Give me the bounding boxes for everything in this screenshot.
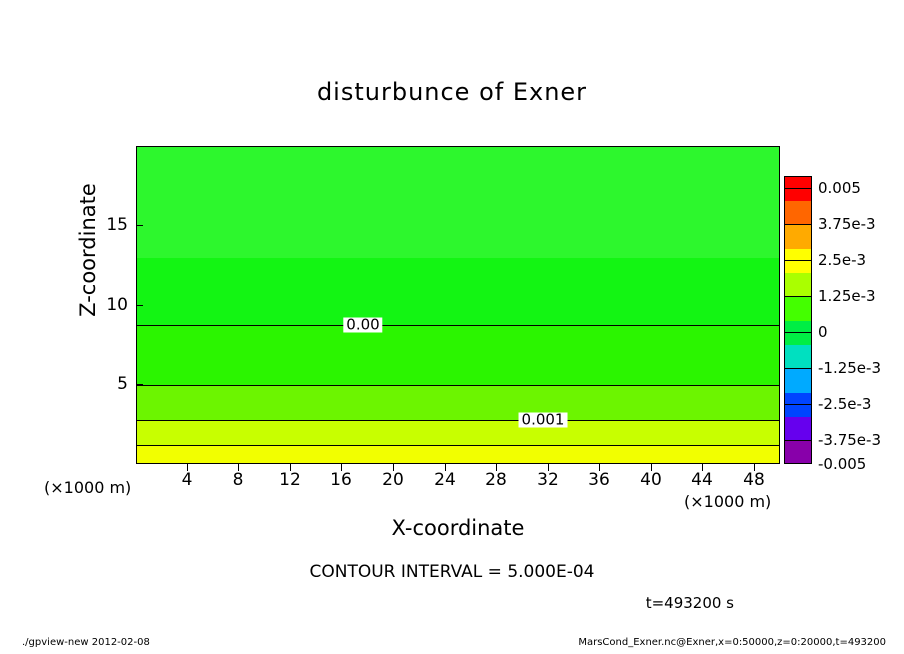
colorbar-cell [785, 273, 811, 297]
colorbar-cell [785, 345, 811, 369]
colorbar-cell [785, 393, 811, 417]
x-axis-unit: (×1000 m) [684, 492, 772, 511]
colorbar-separator [784, 404, 812, 405]
colorbar-cell [785, 249, 811, 273]
contour-line-zero [137, 325, 779, 326]
x-tick-label: 20 [382, 470, 404, 490]
contour-line-minor [137, 385, 779, 386]
contour-label-0001: 0.001 [519, 413, 568, 428]
y-tick-label: 10 [106, 295, 128, 315]
x-tick-label: 28 [485, 470, 507, 490]
colorbar-cell [785, 297, 811, 321]
contour-interval-note: CONTOUR INTERVAL = 5.000E-04 [309, 562, 595, 582]
colorbar-cell [785, 201, 811, 225]
colorbar-label: 2.5e-3 [818, 251, 867, 269]
colorbar-label: 0 [818, 323, 828, 341]
colorbar-cell [785, 177, 811, 201]
x-tick-label: 44 [691, 470, 713, 490]
y-axis-title: Z-coordinate [76, 183, 100, 317]
colorbar-label: 3.75e-3 [818, 215, 876, 233]
y-tick [136, 305, 143, 306]
contour-line-0001 [137, 420, 779, 421]
colorbar-separator [784, 368, 812, 369]
x-tick-label: 48 [743, 470, 765, 490]
footer-left-note: ./gpview-new 2012-02-08 [22, 637, 150, 648]
x-tick-label: 8 [232, 470, 244, 490]
colorbar-separator [784, 296, 812, 297]
colorbar-label: -2.5e-3 [818, 395, 872, 413]
footer-right-note: MarsCond_Exner.nc@Exner,x=0:50000,z=0:20000,t=493200 [578, 637, 886, 648]
x-tick-label: 12 [279, 470, 301, 490]
colorbar-label: 1.25e-3 [818, 287, 876, 305]
contour-line-minor [137, 445, 779, 446]
colorbar-cell [785, 321, 811, 345]
y-tick [136, 384, 143, 385]
x-tick-label: 32 [537, 470, 559, 490]
contour-band [137, 385, 779, 420]
colorbar-separator [784, 332, 812, 333]
x-tick-label: 16 [330, 470, 352, 490]
plot-area [136, 146, 780, 464]
contour-band [137, 147, 779, 258]
y-tick-label: 5 [117, 374, 128, 394]
colorbar-label: -1.25e-3 [818, 359, 881, 377]
contour-label-zero: 0.00 [343, 318, 382, 333]
y-tick-label: 15 [106, 215, 128, 235]
contour-band [137, 258, 779, 325]
colorbar-separator [784, 188, 812, 189]
colorbar-separator [784, 224, 812, 225]
x-tick-label: 24 [434, 470, 456, 490]
colorbar-cell [785, 369, 811, 393]
colorbar-cell [785, 441, 811, 464]
x-axis-title: X-coordinate [391, 516, 525, 540]
x-tick-label: 36 [588, 470, 610, 490]
colorbar-cell [785, 225, 811, 249]
contour-band [137, 420, 779, 445]
page-title: disturbunce of Exner [316, 78, 588, 106]
y-axis-unit: (×1000 m) [44, 478, 132, 497]
colorbar-label: -0.005 [818, 455, 867, 473]
colorbar [784, 176, 812, 464]
x-tick-label: 4 [181, 470, 193, 490]
contour-band [137, 445, 779, 464]
colorbar-cell [785, 417, 811, 441]
colorbar-label: -3.75e-3 [818, 431, 881, 449]
x-tick-label: 40 [640, 470, 662, 490]
colorbar-separator [784, 440, 812, 441]
colorbar-separator [784, 260, 812, 261]
time-stamp: t=493200 s [645, 594, 734, 612]
colorbar-label: 0.005 [818, 179, 861, 197]
contour-band [137, 325, 779, 385]
y-tick [136, 225, 143, 226]
